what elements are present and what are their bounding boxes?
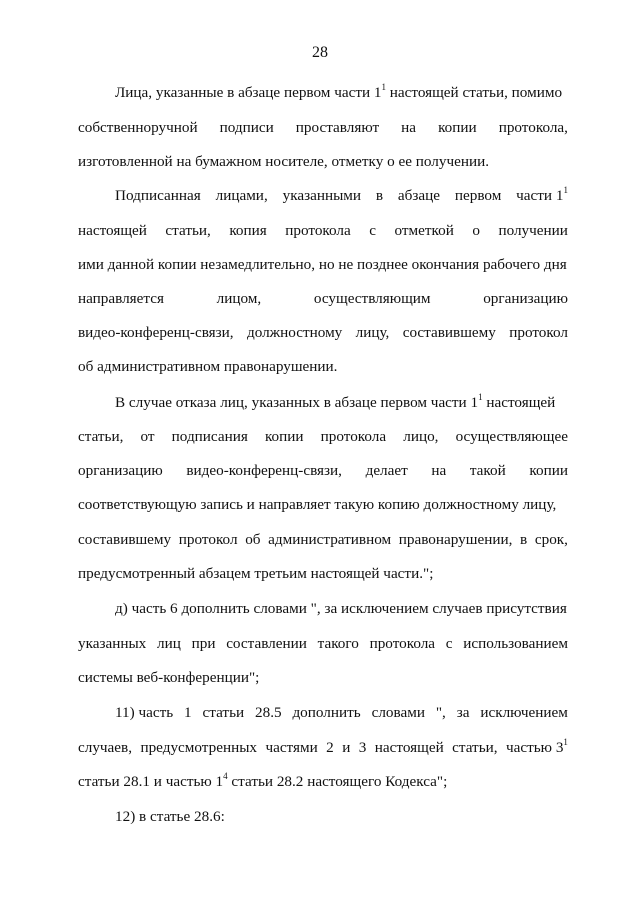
word: делает — [365, 462, 408, 479]
word: лицу, — [355, 324, 390, 341]
text-segment: настоящей — [482, 394, 556, 411]
page-number: 28 — [312, 44, 328, 61]
word: ", — [435, 704, 446, 721]
paragraph-2-line-6: об административном правонарушении. — [78, 358, 338, 375]
paragraph-5-line-3 — [78, 773, 568, 791]
paragraph-3-line-3 — [78, 462, 568, 480]
word: административном — [268, 531, 392, 548]
word: настоящей — [78, 222, 147, 239]
word: при — [191, 635, 216, 652]
word: на — [401, 119, 417, 136]
paragraph-3-line-4: соответствующую запись и направляет такую копию должностному лицу, — [78, 496, 557, 513]
text-segment: Лица, указанные в абзаце первом части 1 — [115, 84, 382, 101]
word: 1 — [184, 704, 192, 721]
word: о — [472, 222, 480, 239]
text-segment: статьи 28.2 настоящего Кодекса"; — [227, 773, 448, 790]
word: статьи, — [452, 739, 498, 756]
word: организацию — [483, 290, 568, 307]
word: указанными — [282, 187, 362, 204]
paragraph-1-line-1 — [115, 84, 568, 102]
superscript: 1 — [563, 737, 568, 747]
word: такой — [469, 462, 506, 479]
word: в — [375, 187, 384, 204]
text-segment: настоящей статьи, помимо — [385, 84, 563, 101]
word: лиц — [157, 635, 181, 652]
paragraph-3-line-5 — [78, 531, 568, 549]
word: предусмотренных — [140, 739, 257, 756]
word: такого — [317, 635, 359, 652]
word: с — [369, 222, 376, 239]
word: протокола — [369, 635, 436, 652]
word: исключением — [480, 704, 568, 721]
superscript: 1 — [478, 392, 483, 402]
word: от — [140, 428, 155, 445]
paragraph-6-line-1: 12) в статье 28.6: — [115, 808, 225, 825]
text-segment: части 1 — [516, 187, 564, 204]
paragraph-1-line-2 — [78, 119, 568, 137]
paragraph-3-line-2 — [78, 428, 568, 446]
word: лицами, — [215, 187, 268, 204]
word: об — [245, 531, 261, 548]
word: словами — [371, 704, 425, 721]
paragraph-2-line-5 — [78, 324, 568, 342]
word: видео-конференц-связи, — [186, 462, 342, 479]
word — [516, 187, 568, 205]
paragraph-1-line-3: изготовленной на бумажном носителе, отметку о ее получении. — [78, 153, 490, 170]
word: копии — [264, 428, 304, 445]
word: статьи, — [165, 222, 211, 239]
superscript: 1 — [381, 82, 386, 92]
paragraph-4-line-2 — [78, 635, 568, 653]
word: статьи — [202, 704, 245, 721]
paragraph-5-line-2 — [78, 739, 568, 757]
word: подписи — [219, 119, 274, 136]
word: осуществляющее — [455, 428, 568, 445]
word: протокола — [285, 222, 351, 239]
text-segment: статьи 28.1 и частью 1 — [78, 773, 224, 790]
text-segment: В случае отказа лиц, указанных в абзаце первом части 1 — [115, 394, 479, 411]
word: получении — [498, 222, 568, 239]
word: на — [431, 462, 447, 479]
word: протокол — [178, 531, 238, 548]
word: и — [342, 739, 351, 756]
word: 11) часть — [115, 704, 174, 721]
paragraph-4-line-1: д) часть 6 дополнить словами ", за исключением случаев присутствия — [115, 600, 567, 617]
word: случаев, — [78, 739, 133, 756]
word: лицом, — [216, 290, 262, 307]
word: абзаце — [397, 187, 440, 204]
paragraph-4-line-3: системы веб-конференции"; — [78, 669, 260, 686]
paragraph-2-line-3: ими данной копии незамедлительно, но не позднее окончания рабочего дня — [78, 256, 567, 273]
word: 28.5 — [255, 704, 282, 721]
superscript: 1 — [563, 185, 568, 195]
word: срок, — [534, 531, 568, 548]
word: правонарушении, — [398, 531, 513, 548]
word: с — [445, 635, 453, 652]
word: направляется — [78, 290, 164, 307]
word: 3 — [358, 739, 367, 756]
word: должностному — [246, 324, 343, 341]
word: лицо, — [403, 428, 439, 445]
word: частями — [265, 739, 318, 756]
word: составившему — [402, 324, 496, 341]
word: статьи, — [78, 428, 124, 445]
word: в — [520, 531, 528, 548]
word: видео-конференц-связи, — [78, 324, 234, 341]
paragraph-2-line-2 — [78, 222, 568, 240]
word: составившему — [78, 531, 172, 548]
paragraph-3-line-1 — [115, 394, 568, 412]
word: копия — [229, 222, 267, 239]
text-segment: 3 — [555, 739, 564, 756]
word: осуществляющим — [313, 290, 431, 307]
word: указанных — [78, 635, 147, 652]
word: подписания — [171, 428, 248, 445]
word: составлении — [226, 635, 307, 652]
word: копии — [529, 462, 568, 479]
text-segment: частью — [505, 739, 553, 756]
word: первом — [454, 187, 502, 204]
superscript: 4 — [223, 771, 228, 781]
word: отметкой — [394, 222, 454, 239]
word: настоящей — [374, 739, 444, 756]
paragraph-3-line-6: предусмотренный абзацем третьим настоящей части."; — [78, 565, 434, 582]
paragraph-5-line-1 — [115, 704, 568, 722]
word: копии — [438, 119, 477, 136]
word: организацию — [78, 462, 163, 479]
word: протокола, — [498, 119, 568, 136]
word: за — [456, 704, 470, 721]
paragraph-2-line-4 — [78, 290, 568, 308]
word: собственноручной — [78, 119, 198, 136]
word: дополнить — [292, 704, 361, 721]
word: протокол — [509, 324, 568, 341]
word: проставляют — [295, 119, 380, 136]
word: 2 — [326, 739, 334, 756]
word — [506, 739, 568, 757]
word: протокола — [320, 428, 387, 445]
paragraph-2-line-1 — [115, 187, 568, 205]
word: Подписанная — [115, 187, 201, 204]
word: использованием — [463, 635, 568, 652]
